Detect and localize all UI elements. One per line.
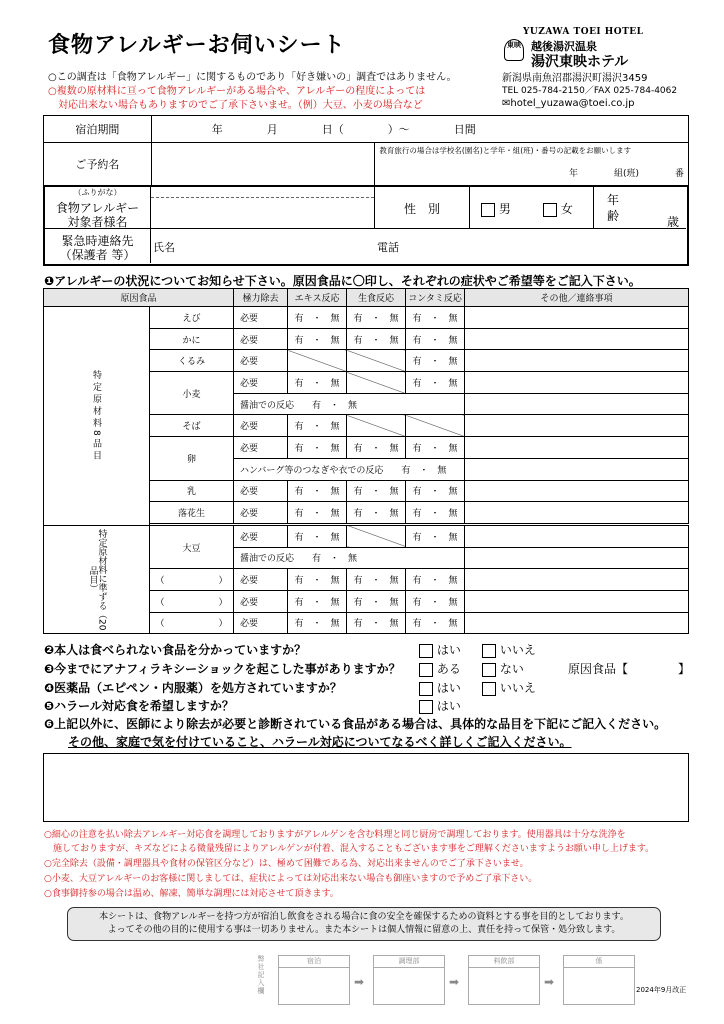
question-3: ❸今までにアナフィラキシーショックを起こした事がありますか？: [44, 662, 401, 676]
raw-option[interactable]: 有 ・ 無: [347, 502, 406, 524]
hotel-address: 新潟県南魚沼郡湯沢町湯沢3459: [502, 73, 648, 84]
need-option[interactable]: 必要: [234, 307, 288, 329]
stamp-box-kitchen[interactable]: [373, 955, 445, 1005]
age-unit: 歳: [667, 215, 680, 229]
notes-field[interactable]: [465, 525, 689, 547]
q3-yes[interactable]: [419, 660, 461, 677]
notes-field[interactable]: [465, 569, 689, 591]
hotel-phone: TEL 025-784-2150／FAX 025-784-4062: [502, 86, 678, 96]
table-row: [44, 307, 689, 329]
hotel-name: 湯沢東映ホテル: [531, 54, 629, 70]
disclaimer-line-1: 本シートは、食物アレルギーを持つ方が宿泊し飲食をされる場合に食の安全を確保するための資料とする事を目的としております。: [99, 912, 629, 922]
contam-option[interactable]: 有 ・ 無: [406, 350, 465, 372]
stamp-label: 係: [564, 956, 634, 968]
gender-label: 性 別: [403, 202, 440, 216]
na-cell: [347, 350, 406, 372]
office-use-label: 弊社記入欄: [257, 955, 265, 995]
stay-period-field[interactable]: 年 月 日（ ）～ 日間: [151, 116, 688, 143]
na-cell: [288, 350, 347, 372]
note-3: ○小麦、大豆アレルギーのお客様に関しましては、症状によっては対応出来ない場合も御座いますので予めご了承下さい。: [44, 874, 538, 884]
emergency-label-2: （保護者 等）: [59, 248, 136, 262]
stamp-box-staff[interactable]: [563, 955, 635, 1005]
group-20-label: 特定原材料に準ずる（20品目）: [44, 525, 150, 633]
na-cell: [347, 415, 406, 437]
q3-no-checkbox[interactable]: [482, 663, 496, 677]
na-cell: [406, 415, 465, 437]
target-person-box: [43, 185, 689, 266]
header-food: 原因食品: [44, 289, 234, 307]
privacy-disclaimer: [67, 907, 661, 941]
contam-option[interactable]: 有 ・ 無: [406, 569, 465, 591]
school-fields[interactable]: 年 組(班) 番: [568, 169, 684, 179]
need-option[interactable]: 必要: [234, 480, 288, 502]
arrow-icon: ➡: [449, 975, 460, 989]
raw-option[interactable]: 有 ・ 無: [347, 480, 406, 502]
need-option[interactable]: 必要: [234, 590, 288, 612]
extract-option[interactable]: 有 ・ 無: [288, 502, 347, 524]
contam-option[interactable]: 有 ・ 無: [406, 612, 465, 634]
female-option[interactable]: [543, 200, 573, 217]
note-1b: 施しておりますが、キズなどによる微量残留によりアレルゲンが付着、混入することもございます事をご理解くださいますようお願い申し上げます。: [44, 844, 655, 854]
food-komugi[interactable]: 小麦: [150, 372, 234, 415]
need-option[interactable]: 必要: [234, 502, 288, 524]
na-cell: [347, 372, 406, 394]
male-checkbox[interactable]: [481, 203, 495, 217]
school-note: 教育旅行の場合は学校名(園名)と学年・組(班)・番号の記載をお願いします: [379, 146, 632, 155]
hotel-logo: 東映: [504, 39, 524, 61]
food-blank[interactable]: （ ）: [150, 569, 234, 591]
extract-option[interactable]: 有 ・ 無: [288, 328, 347, 350]
contam-option[interactable]: 有 ・ 無: [406, 525, 465, 547]
stamp-label: 調理部: [374, 956, 444, 968]
notes-field[interactable]: [465, 590, 689, 612]
food-kurumi[interactable]: くるみ: [150, 350, 234, 372]
hotel-subtitle: 越後湯沢温泉: [531, 40, 597, 53]
soy-sauce-reaction[interactable]: 醤油での反応 有 ・ 無: [234, 393, 465, 415]
need-option[interactable]: 必要: [234, 569, 288, 591]
header-other: その他／連絡事項: [465, 289, 689, 307]
food-daizu[interactable]: 大豆: [150, 525, 234, 568]
question-4: ❹医薬品（エピペン・内服薬）を処方されていますか？: [44, 681, 342, 695]
contam-option[interactable]: 有 ・ 無: [406, 480, 465, 502]
question-6b: その他、家庭で気を付けていること、ハラール対応についてなるべく詳しくご記入ください。: [68, 735, 572, 749]
q4-yes[interactable]: [419, 679, 461, 696]
na-cell: [347, 525, 406, 547]
raw-option[interactable]: 有 ・ 無: [347, 590, 406, 612]
notes-field[interactable]: [465, 458, 689, 480]
contact-phone-label: 電話: [377, 241, 399, 254]
table-row: [44, 525, 689, 547]
q5-yes[interactable]: [419, 697, 461, 714]
female-checkbox[interactable]: [543, 203, 557, 217]
contam-option[interactable]: 有 ・ 無: [406, 307, 465, 329]
male-option[interactable]: [481, 200, 511, 217]
need-option[interactable]: 必要: [234, 350, 288, 372]
target-label-2: 対象者様名: [67, 215, 128, 229]
revision-date: 2024年9月改正: [636, 986, 687, 994]
hamburg-reaction[interactable]: ハンバーグ等のつなぎや衣での反応 有 ・ 無: [234, 458, 465, 480]
need-option[interactable]: 必要: [234, 437, 288, 459]
notes-field[interactable]: [465, 547, 689, 569]
notes-field[interactable]: [465, 502, 689, 524]
yes-label: はい: [436, 681, 461, 695]
target-label-1: 食物アレルギー: [55, 201, 140, 215]
question-5: ❺ハラール対応食を希望しますか？: [44, 699, 234, 713]
raw-option[interactable]: 有 ・ 無: [347, 612, 406, 634]
stamp-label: 宿泊: [279, 956, 349, 968]
furigana-label: （ふりがな）: [73, 188, 122, 197]
notes-field[interactable]: [465, 612, 689, 634]
extract-option[interactable]: 有 ・ 無: [288, 372, 347, 394]
raw-option[interactable]: 有 ・ 無: [347, 328, 406, 350]
header-contam: コンタミ反応: [406, 289, 465, 307]
food-blank[interactable]: （ ）: [150, 612, 234, 634]
female-label: 女: [560, 202, 573, 216]
note-2: ○完全除去（設備・調理器具や食材の保管区分など）は、極めて困難である為、対応出来ませんのでご了承下さいませ。: [44, 859, 529, 869]
extract-option[interactable]: 有 ・ 無: [288, 415, 347, 437]
aru-label: ある: [436, 662, 461, 676]
notes-field[interactable]: [465, 415, 689, 437]
intro-line-3: 対応出来ない場合もありますのでご了承下さいませ。（例）大豆、小麦の場合など: [48, 100, 423, 111]
group-8-label: 特定原材料8品目: [44, 307, 150, 526]
notes-field[interactable]: [465, 480, 689, 502]
arrow-icon: ➡: [544, 975, 555, 989]
extract-option[interactable]: 有 ・ 無: [288, 569, 347, 591]
emergency-label-1: 緊急時連絡先: [61, 234, 134, 248]
allergy-table: [43, 288, 689, 634]
disclaimer-line-2: よってその他の目的に使用する事は一切ありません。また本シートは個人情報に留意の上、責任を持って保管・処分致します。: [107, 925, 621, 935]
notes-field[interactable]: [465, 393, 689, 415]
notes-field[interactable]: [465, 307, 689, 329]
intro-line-2: ○複数の原材料に亘って食物アレルギーがある場合や、アレルギーの程度によっては: [48, 86, 426, 97]
extract-option[interactable]: 有 ・ 無: [288, 612, 347, 634]
intro-line-1: ○この調査は「食物アレルギー」に関するものであり「好き嫌いの」調査ではありません。: [48, 72, 457, 83]
header-extract: エキス反応: [288, 289, 347, 307]
hotel-name-en: YUZAWA TOEI HOTEL: [523, 27, 644, 37]
notes-field[interactable]: [465, 372, 689, 394]
age-label-1: 年: [607, 193, 620, 207]
contam-option[interactable]: 有 ・ 無: [406, 437, 465, 459]
note-1: ○細心の注意を払い除去アレルギー対応食を調理しておりますがアレルゲンを含む料理と同じ厨房で調理しております。使用器具は十分な洗浄を: [44, 830, 626, 840]
extract-option[interactable]: 有 ・ 無: [288, 437, 347, 459]
q3-yes-checkbox[interactable]: [419, 663, 433, 677]
q4-yes-checkbox[interactable]: [419, 682, 433, 696]
food-nyu[interactable]: 乳: [150, 480, 234, 502]
notes-field[interactable]: [465, 350, 689, 372]
contam-option[interactable]: 有 ・ 無: [406, 372, 465, 394]
contam-option[interactable]: 有 ・ 無: [406, 328, 465, 350]
extract-option[interactable]: 有 ・ 無: [288, 480, 347, 502]
q2-yes[interactable]: [419, 641, 461, 658]
q3-no[interactable]: [482, 660, 524, 677]
food-soba[interactable]: そば: [150, 415, 234, 437]
q2-yes-checkbox[interactable]: [419, 644, 433, 658]
food-kani[interactable]: かに: [150, 328, 234, 350]
contam-option[interactable]: 有 ・ 無: [406, 502, 465, 524]
food-tamago[interactable]: 卵: [150, 437, 234, 480]
food-ebi[interactable]: えび: [150, 307, 234, 329]
extract-option[interactable]: 有 ・ 無: [288, 307, 347, 329]
stamp-box-food[interactable]: [468, 955, 540, 1005]
need-option[interactable]: 必要: [234, 415, 288, 437]
notes-field[interactable]: [465, 328, 689, 350]
need-option[interactable]: 必要: [234, 372, 288, 394]
contam-option[interactable]: 有 ・ 無: [406, 590, 465, 612]
header-raw: 生食反応: [347, 289, 406, 307]
male-label: 男: [498, 202, 511, 216]
q2-no[interactable]: [482, 641, 536, 658]
food-blank[interactable]: （ ）: [150, 590, 234, 612]
arrow-icon: ➡: [354, 975, 365, 989]
extract-option[interactable]: 有 ・ 無: [288, 525, 347, 547]
question-1: ❶アレルギーの状況についてお知らせ下さい。原因食品に〇印し、それぞれの症状やご希望等をご記入下さい。: [44, 274, 641, 288]
note-4: ○食事御持参の場合は温め、解凍、簡単な調理には対応させて頂きます。: [44, 889, 339, 899]
no-label: いいえ: [499, 643, 536, 657]
yes-label: はい: [436, 643, 461, 657]
cause-food-label: 原因食品【: [568, 662, 629, 676]
raw-option[interactable]: 有 ・ 無: [347, 437, 406, 459]
food-rakkasei[interactable]: 落花生: [150, 502, 234, 524]
question-2: ❷本人は食べられない食品を分かっていますか？: [44, 643, 307, 657]
stamp-label: 料飲部: [469, 956, 539, 968]
notes-field[interactable]: [465, 437, 689, 459]
soy-sauce-reaction[interactable]: 醤油での反応 有 ・ 無: [234, 547, 465, 569]
raw-option[interactable]: 有 ・ 無: [347, 569, 406, 591]
age-label-2: 齢: [607, 209, 620, 223]
q5-yes-checkbox[interactable]: [419, 700, 433, 714]
contact-name-label: 氏名: [153, 241, 175, 254]
q4-no-checkbox[interactable]: [482, 682, 496, 696]
page-title: 食物アレルギーお伺いシート: [48, 33, 346, 58]
stamp-box-stay[interactable]: [278, 955, 350, 1005]
need-option[interactable]: 必要: [234, 525, 288, 547]
no-label: いいえ: [499, 681, 536, 695]
target-name-field[interactable]: [151, 198, 374, 228]
q2-no-checkbox[interactable]: [482, 644, 496, 658]
nai-label: ない: [499, 662, 524, 676]
free-text-field[interactable]: [43, 753, 689, 822]
booking-name-label: ご予約名: [44, 143, 152, 186]
booking-name-field[interactable]: [151, 143, 375, 186]
guest-info-table: [43, 115, 689, 186]
q4-no[interactable]: [482, 679, 536, 696]
header-removal: 極力除去: [234, 289, 288, 307]
need-option[interactable]: 必要: [234, 328, 288, 350]
extract-option[interactable]: 有 ・ 無: [288, 590, 347, 612]
hotel-email[interactable]: ✉hotel_yuzawa@toei.co.jp: [502, 98, 635, 109]
need-option[interactable]: 必要: [234, 612, 288, 634]
raw-option[interactable]: 有 ・ 無: [347, 307, 406, 329]
cause-food-end: 】: [678, 662, 691, 676]
stay-period-label: 宿泊期間: [44, 116, 152, 143]
question-6: ❻上記以外に、医師により除去が必要と診断されている食品がある場合は、具体的な品目を下記にご記入ください。: [44, 717, 667, 731]
yes-label: はい: [436, 699, 461, 713]
